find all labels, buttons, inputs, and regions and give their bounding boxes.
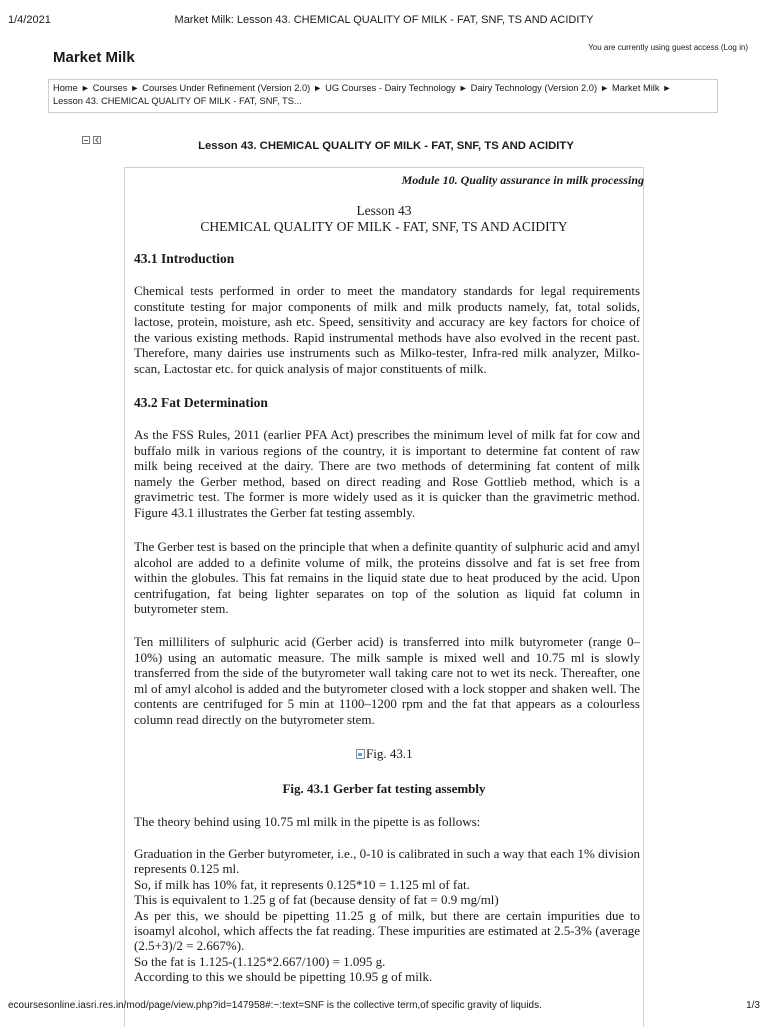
breadcrumb-separator-icon: ► [458,83,468,93]
site-title[interactable]: Market Milk [53,49,135,66]
lesson-title: CHEMICAL QUALITY OF MILK - FAT, SNF, TS AND ACIDITY [200,219,568,234]
calc-line: This is equivalent to 1.25 g of fat (because density of fat = 0.9 mg/ml) [134,892,499,908]
lesson-number: Lesson 43 [356,203,412,218]
nav-block-controls [82,131,104,149]
gerber-procedure-paragraph: Ten milliliters of sulphuric acid (Gerber acid) is transferred into milk butyrometer (range 0–10%) using an automatic measure. The milk sample is mixed well and 10.75 ml is slowly transferred from the side of the butyrometer wall taking care not to wet its neck. Thereafter, one ml of amyl alcohol is added and the butyrometer closed with a lock stopper and shaken well. The contents are centrifuged for 5 min at 1100–1200 rpm and the fat that appears as a colourless column read directly on the butyrometer stem. [134,634,640,727]
calculation-block [134,846,640,985]
breadcrumb-separator-icon: ► [662,83,672,93]
page-heading: Lesson 43. CHEMICAL QUALITY OF MILK - FAT, SNF, TS AND ACIDITY [198,140,574,152]
section-heading-fat-determination: 43.2 Fat Determination [134,395,268,410]
breadcrumb-separator-icon: ► [313,83,323,93]
calc-line: So the fat is 1.125-(1.125*2.667/100) = 1.095 g. [134,953,386,969]
calc-line: So, if milk has 10% fat, it represents 0.125*10 = 1.125 ml of fat. [134,876,470,892]
breadcrumb-dairy-technology[interactable]: Dairy Technology (Version 2.0) [470,83,598,93]
introduction-paragraph: Chemical tests performed in order to meet the mandatory standards for legal requirements constitute testing for major components of milk and milk products namely, fat, total solids, lactose, protein, moisture, ash etc. Speed, sensitivity and accuracy are key factors for choice of the various existing methods. Rapid instrumental methods have also evolved in the recent past. Therefore, many dairies use instruments such as Milko-tester, Infra-red milk analyzer, Milko-scan, Lactostar etc. for quick analysis of major constituents of milk. [134,283,640,376]
figure-caption: Fig. 43.1 Gerber fat testing assembly [282,781,486,796]
print-page-title: Market Milk: Lesson 43. CHEMICAL QUALITY OF MILK - FAT, SNF, TS AND ACIDITY [174,14,594,26]
print-date: 1/4/2021 [8,14,51,26]
module-title: Module 10. Quality assurance in milk processing [401,173,644,187]
hide-block-icon[interactable] [82,136,90,144]
guest-access-text: You are currently using guest access ( [588,43,724,52]
breadcrumb-courses[interactable]: Courses [92,83,128,93]
breadcrumb [48,79,718,113]
breadcrumb-separator-icon: ► [600,83,609,93]
breadcrumb-home[interactable]: Home [53,83,78,93]
breadcrumb-ug-courses[interactable]: UG Courses - Dairy Technology [325,83,456,93]
breadcrumb-separator-icon: ► [130,83,140,93]
guest-access-notice [588,43,748,52]
dock-block-icon[interactable] [93,136,101,144]
breadcrumb-courses-under-refinement[interactable]: Courses Under Refinement (Version 2.0) [142,83,311,93]
theory-intro: The theory behind using 10.75 ml milk in the pipette is as follows: [134,814,481,829]
breadcrumb-current-lesson: Lesson 43. CHEMICAL QUALITY OF MILK - FAT, SNF, TS... [53,95,302,106]
calc-line: Graduation in the Gerber butyrometer, i.e., 0-10 is calibrated in such a way that each 1% division represents 0.125 ml. [134,846,640,877]
gerber-principle-paragraph: The Gerber test is based on the principle that when a definite quantity of sulphuric acid and amyl alcohol are added to a definite volume of milk, the proteins dissolve and fat is set free from within the globules. This fat remains in the liquid state due to heat produced by the acid. Upon centrifugation, fat being lighter separates on top of the solution as liquid fat column in butyrometer stem. [134,539,640,617]
fat-determination-paragraph: As the FSS Rules, 2011 (earlier PFA Act) prescribes the minimum level of milk fat for cow and buffalo milk in various regions of the country, it is important to determine fat content of raw milk being received at the dairy. There are two methods of determining fat content of milk namely the Gerber method, based on direct reading and Rose Gottlieb method, which is a gravimetric test. The former is more widely used as it is quicker than the gravimetric method. Figure 43.1 illustrates the Gerber fat testing assembly. [134,427,640,520]
print-footer-url: ecoursesonline.iasri.res.in/mod/page/view.php?id=147958#:~:text=SNF is the collective term,of specific gravity of liquids. [8,1000,542,1011]
calc-line: As per this, we should be pipetting 11.25 g of milk, but there are certain impurities due to isoamyl alcohol, which affects the fat reading. These impurities are estimated at 2.5-3% (average (2.5+3)/2 = 2.667%). [134,907,640,954]
section-heading-introduction: 43.1 Introduction [134,251,235,266]
login-link[interactable]: Log in [723,43,746,52]
figure-alt-text: Fig. 43.1 [366,746,413,761]
breadcrumb-market-milk[interactable]: Market Milk [612,83,660,93]
breadcrumb-separator-icon: ► [80,83,90,93]
print-page-number: 1/3 [746,1000,760,1011]
figure-image [356,746,413,762]
calc-line: According to this we should be pipetting 10.95 g of milk. [134,969,433,985]
broken-image-icon [356,749,365,759]
guest-access-close: ) [745,43,748,52]
